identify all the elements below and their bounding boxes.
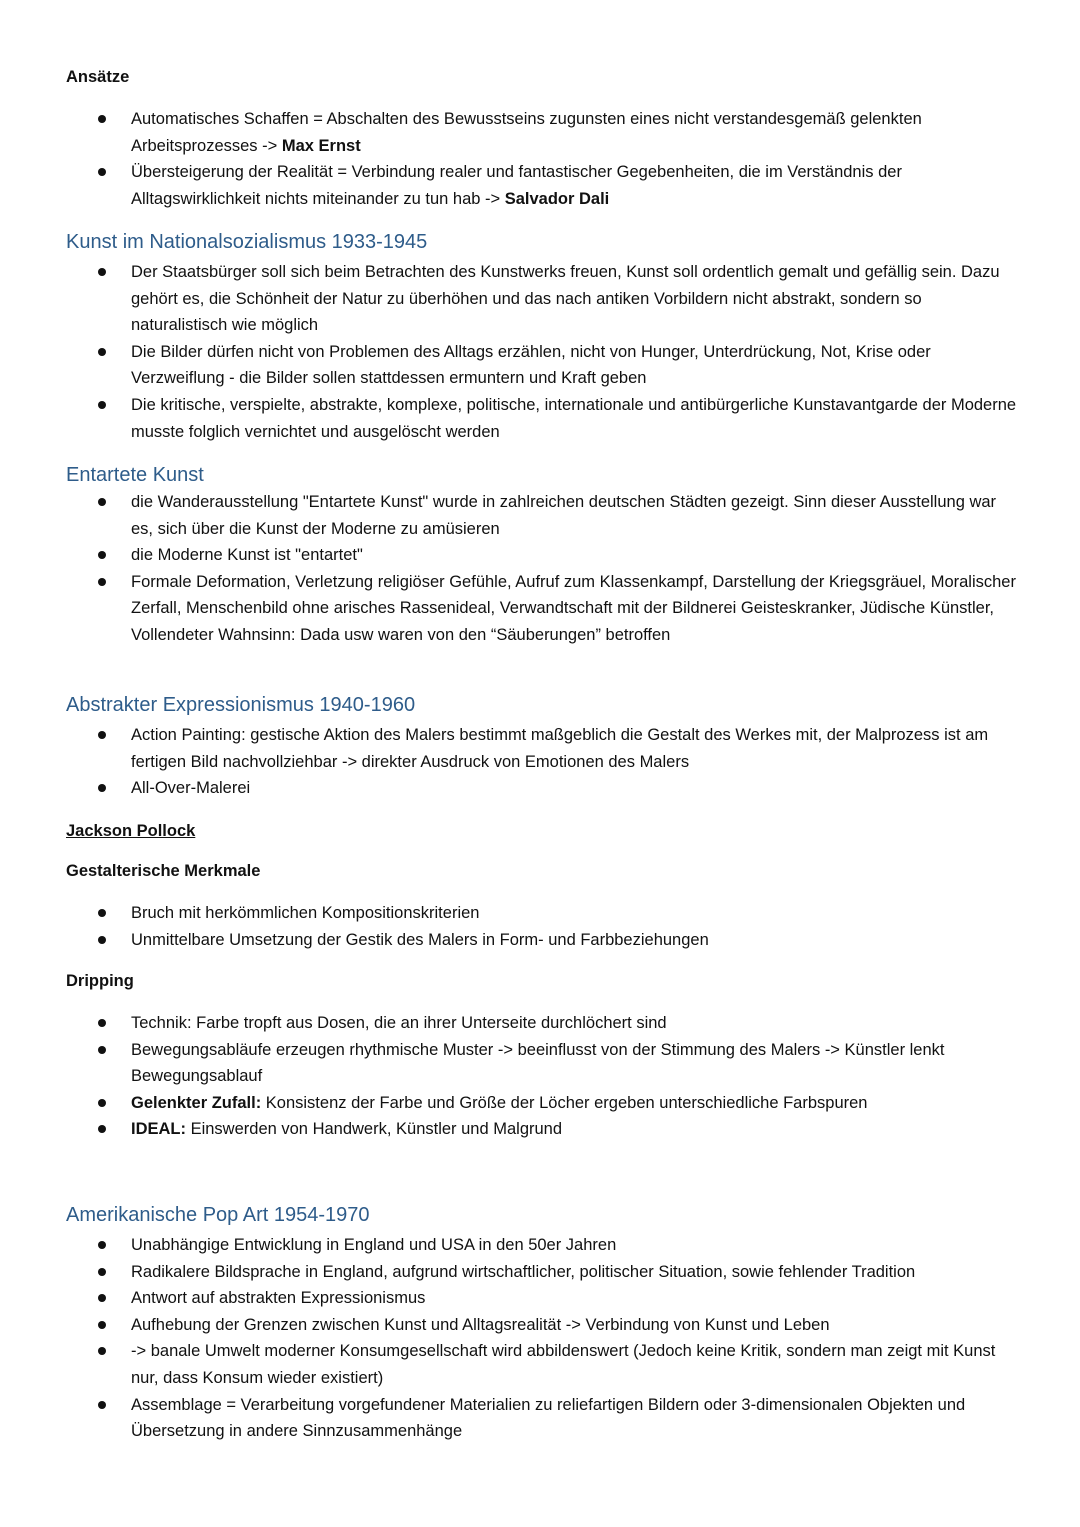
bullet-icon bbox=[98, 348, 106, 356]
list-item: -> banale Umwelt moderner Konsumgesellschaft wird abbildenswert (Jedoch keine Kritik, sondern man zeigt mit Kunst nur, dass Konsum wieder existiert) bbox=[0, 1338, 1021, 1391]
list-entartete-kunst bbox=[0, 489, 1080, 649]
heading-pop-art: Amerikanische Pop Art 1954-1970 bbox=[66, 1204, 370, 1226]
heading-nationalsozialismus: Kunst im Nationalsozialismus 1933-1945 bbox=[66, 231, 428, 253]
bullet-icon bbox=[98, 1321, 106, 1329]
list-item: die Moderne Kunst ist "entartet" bbox=[0, 542, 1021, 569]
bullet-icon bbox=[98, 1294, 106, 1302]
bullet-icon bbox=[98, 551, 106, 559]
bullet-icon bbox=[98, 1125, 106, 1133]
bullet-icon bbox=[98, 1241, 106, 1249]
list-item: Action Painting: gestische Aktion des Malers bestimmt maßgeblich die Gestalt des Werkes mit, der Malprozess ist am fertigen Bild nachvollziehbar -> direkter Ausdruck von Emotionen des Malers bbox=[0, 722, 1021, 775]
list-abstrakter-expressionismus bbox=[0, 722, 1080, 802]
list-item: Formale Deformation, Verletzung religiöser Gefühle, Aufruf zum Klassenkampf, Darstellung der Kriegsgräuel, Moralischer Zerfall, Menschenbild ohne arisches Rassenideal, Verwandtschaft mit der Bildnerei Geisteskranker, Jüdische Künstler, Vollendeter Wahnsinn: Dada usw waren von den “Säuberungen” betroffen bbox=[0, 569, 1021, 649]
list-item: All-Over-Malerei bbox=[0, 775, 1021, 802]
bullet-icon bbox=[98, 1401, 106, 1409]
heading-entartete-kunst: Entartete Kunst bbox=[66, 464, 204, 486]
list-item: Die kritische, verspielte, abstrakte, komplexe, politische, internationale und antibürgerliche Kunstavantgarde der Moderne musste folglich vernichtet und ausgelöscht werden bbox=[0, 392, 1021, 445]
list-item: Antwort auf abstrakten Expressionismus bbox=[0, 1285, 1021, 1312]
bullet-icon bbox=[98, 1019, 106, 1027]
list-item: Gelenkter Zufall: Konsistenz der Farbe und Größe der Löcher ergeben unterschiedliche Farbspuren bbox=[0, 1090, 1021, 1117]
bullet-icon bbox=[98, 268, 106, 276]
bullet-icon bbox=[98, 1099, 106, 1107]
bullet-icon bbox=[98, 1347, 106, 1355]
heading-dripping: Dripping bbox=[66, 972, 134, 990]
bullet-icon bbox=[98, 401, 106, 409]
list-item: Bewegungsabläufe erzeugen rhythmische Muster -> beeinflusst von der Stimmung des Malers -> Künstler lenkt Bewegungsablauf bbox=[0, 1037, 1021, 1090]
list-item: Radikalere Bildsprache in England, aufgrund wirtschaftlicher, politischer Situation, sowie fehlender Tradition bbox=[0, 1259, 1021, 1286]
list-item: die Wanderausstellung "Entartete Kunst" wurde in zahlreichen deutschen Städten gezeigt. Sinn dieser Ausstellung war es, sich über die Kunst der Moderne zu amüsieren bbox=[0, 489, 1021, 542]
bullet-icon bbox=[98, 115, 106, 123]
list-ansaetze bbox=[0, 106, 1080, 212]
heading-gestalterische-merkmale: Gestalterische Merkmale bbox=[66, 862, 261, 880]
list-dripping bbox=[0, 1010, 1080, 1143]
list-item: Übersteigerung der Realität = Verbindung realer und fantastischer Gegebenheiten, die im Verständnis der Alltagswirklichkeit nichts miteinander zu tun hab -> Salvador Dali bbox=[0, 159, 1021, 212]
bullet-icon bbox=[98, 168, 106, 176]
bullet-icon bbox=[98, 1268, 106, 1276]
heading-jackson-pollock: Jackson Pollock bbox=[66, 822, 196, 840]
list-item: Technik: Farbe tropft aus Dosen, die an ihrer Unterseite durchlöchert sind bbox=[0, 1010, 1021, 1037]
bullet-icon bbox=[98, 1046, 106, 1054]
list-pop-art bbox=[0, 1232, 1080, 1445]
list-nationalsozialismus bbox=[0, 259, 1080, 445]
list-item: Aufhebung der Grenzen zwischen Kunst und Alltagsrealität -> Verbindung von Kunst und Leben bbox=[0, 1312, 1021, 1339]
list-item: IDEAL: Einswerden von Handwerk, Künstler und Malgrund bbox=[0, 1116, 1021, 1143]
bullet-icon bbox=[98, 784, 106, 792]
bullet-icon bbox=[98, 578, 106, 586]
bullet-icon bbox=[98, 909, 106, 917]
list-item: Automatisches Schaffen = Abschalten des Bewusstseins zugunsten eines nicht verstandesgemäß gelenkten Arbeitsprozesses -> Max Ernst bbox=[0, 106, 1021, 159]
bullet-icon bbox=[98, 731, 106, 739]
list-gestalterische-merkmale bbox=[0, 900, 1080, 953]
heading-ansaetze: Ansätze bbox=[66, 68, 130, 86]
list-item: Die Bilder dürfen nicht von Problemen des Alltags erzählen, nicht von Hunger, Unterdrückung, Not, Krise oder Verzweiflung - die Bilder sollen stattdessen ermuntern und Kraft geben bbox=[0, 339, 1021, 392]
list-item: Unabhängige Entwicklung in England und USA in den 50er Jahren bbox=[0, 1232, 1021, 1259]
list-item: Bruch mit herkömmlichen Kompositionskriterien bbox=[0, 900, 1021, 927]
list-item: Assemblage = Verarbeitung vorgefundener Materialien zu reliefartigen Bildern oder 3-dimensionalen Objekten und Übersetzung in andere Sinnzusammenhänge bbox=[0, 1392, 1021, 1445]
bullet-icon bbox=[98, 498, 106, 506]
bullet-icon bbox=[98, 936, 106, 944]
list-item: Unmittelbare Umsetzung der Gestik des Malers in Form- und Farbbeziehungen bbox=[0, 927, 1021, 954]
heading-abstrakter-expressionismus: Abstrakter Expressionismus 1940-1960 bbox=[66, 694, 416, 716]
list-item: Der Staatsbürger soll sich beim Betrachten des Kunstwerks freuen, Kunst soll ordentlich gemalt und gefällig sein. Dazu gehört es, die Schönheit der Natur zu überhöhen und das nach antiken Vorbildern nicht abstrakt, sondern so naturalistisch wie möglich bbox=[0, 259, 1021, 339]
